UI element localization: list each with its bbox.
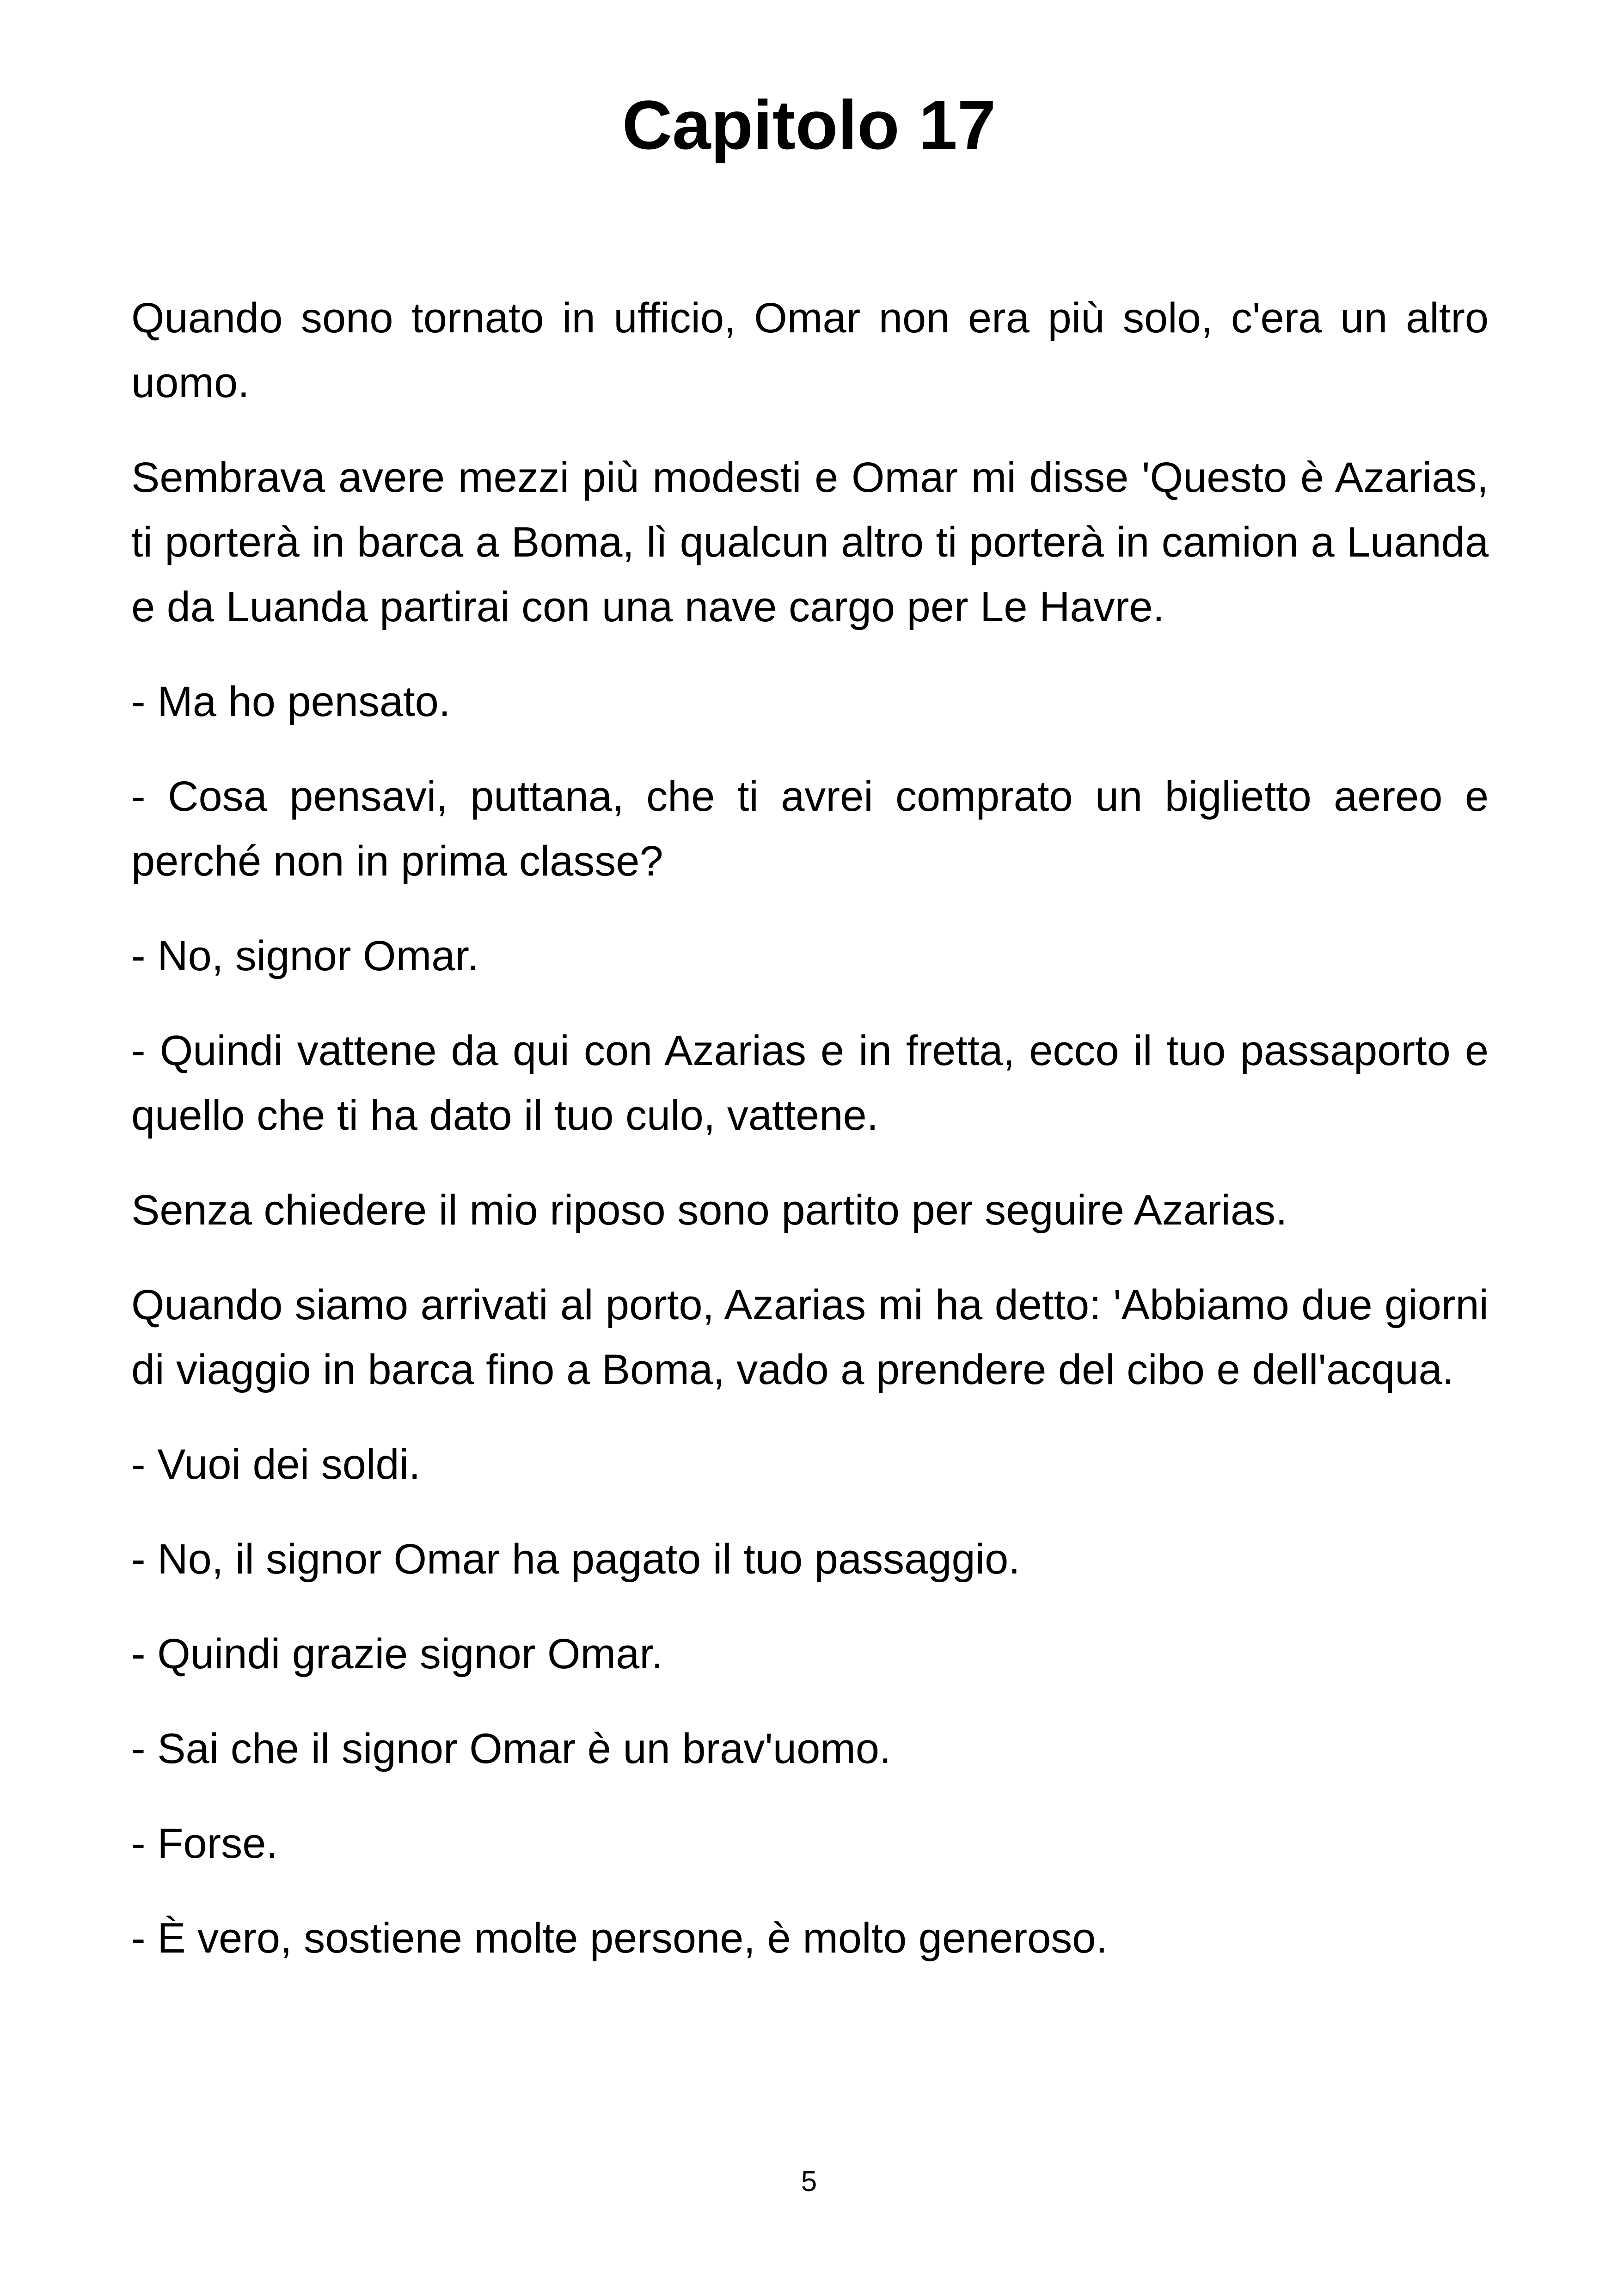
- paragraph: - Quindi grazie signor Omar.: [131, 1630, 663, 1678]
- paragraph: - Forse.: [131, 1820, 278, 1867]
- body-text: [131, 286, 1489, 2001]
- paragraph: - No, signor Omar.: [131, 932, 479, 980]
- paragraph: Quando sono tornato in ufficio, Omar non era più solo, c'era un altro uomo.: [131, 294, 1489, 406]
- paragraph: Senza chiedere il mio riposo sono partito per seguire Azarias.: [131, 1187, 1287, 1234]
- page-number: 5: [801, 2166, 817, 2198]
- paragraph: - Cosa pensavi, puttana, che ti avrei comprato un biglietto aereo e perché non in prima classe?: [131, 773, 1489, 885]
- paragraph: - È vero, sostiene molte persone, è molto generoso.: [131, 1915, 1108, 1962]
- paragraph: - Ma ho pensato.: [131, 678, 451, 725]
- paragraph: - Sai che il signor Omar è un brav'uomo.: [131, 1725, 891, 1772]
- chapter-title: Capitolo 17: [622, 86, 996, 164]
- paragraph: - Vuoi dei soldi.: [131, 1441, 421, 1488]
- paragraph: - Quindi vattene da qui con Azarias e in fretta, ecco il tuo passaporto e quello che ti ha dato il tuo culo, vattene.: [131, 1027, 1489, 1139]
- paragraph: - No, il signor Omar ha pagato il tuo passaggio.: [131, 1536, 1020, 1583]
- paragraph: Quando siamo arrivati al porto, Azarias mi ha detto: 'Abbiamo due giorni di viaggio in barca fino a Boma, vado a prendere del cibo e dell'acqua.: [131, 1281, 1489, 1393]
- paragraph: Sembrava avere mezzi più modesti e Omar mi disse 'Questo è Azarias, ti porterà in barca a Boma, lì qualcun altro ti porterà in camion a Luanda e da Luanda partirai con una nave cargo per Le Havre.: [131, 454, 1489, 631]
